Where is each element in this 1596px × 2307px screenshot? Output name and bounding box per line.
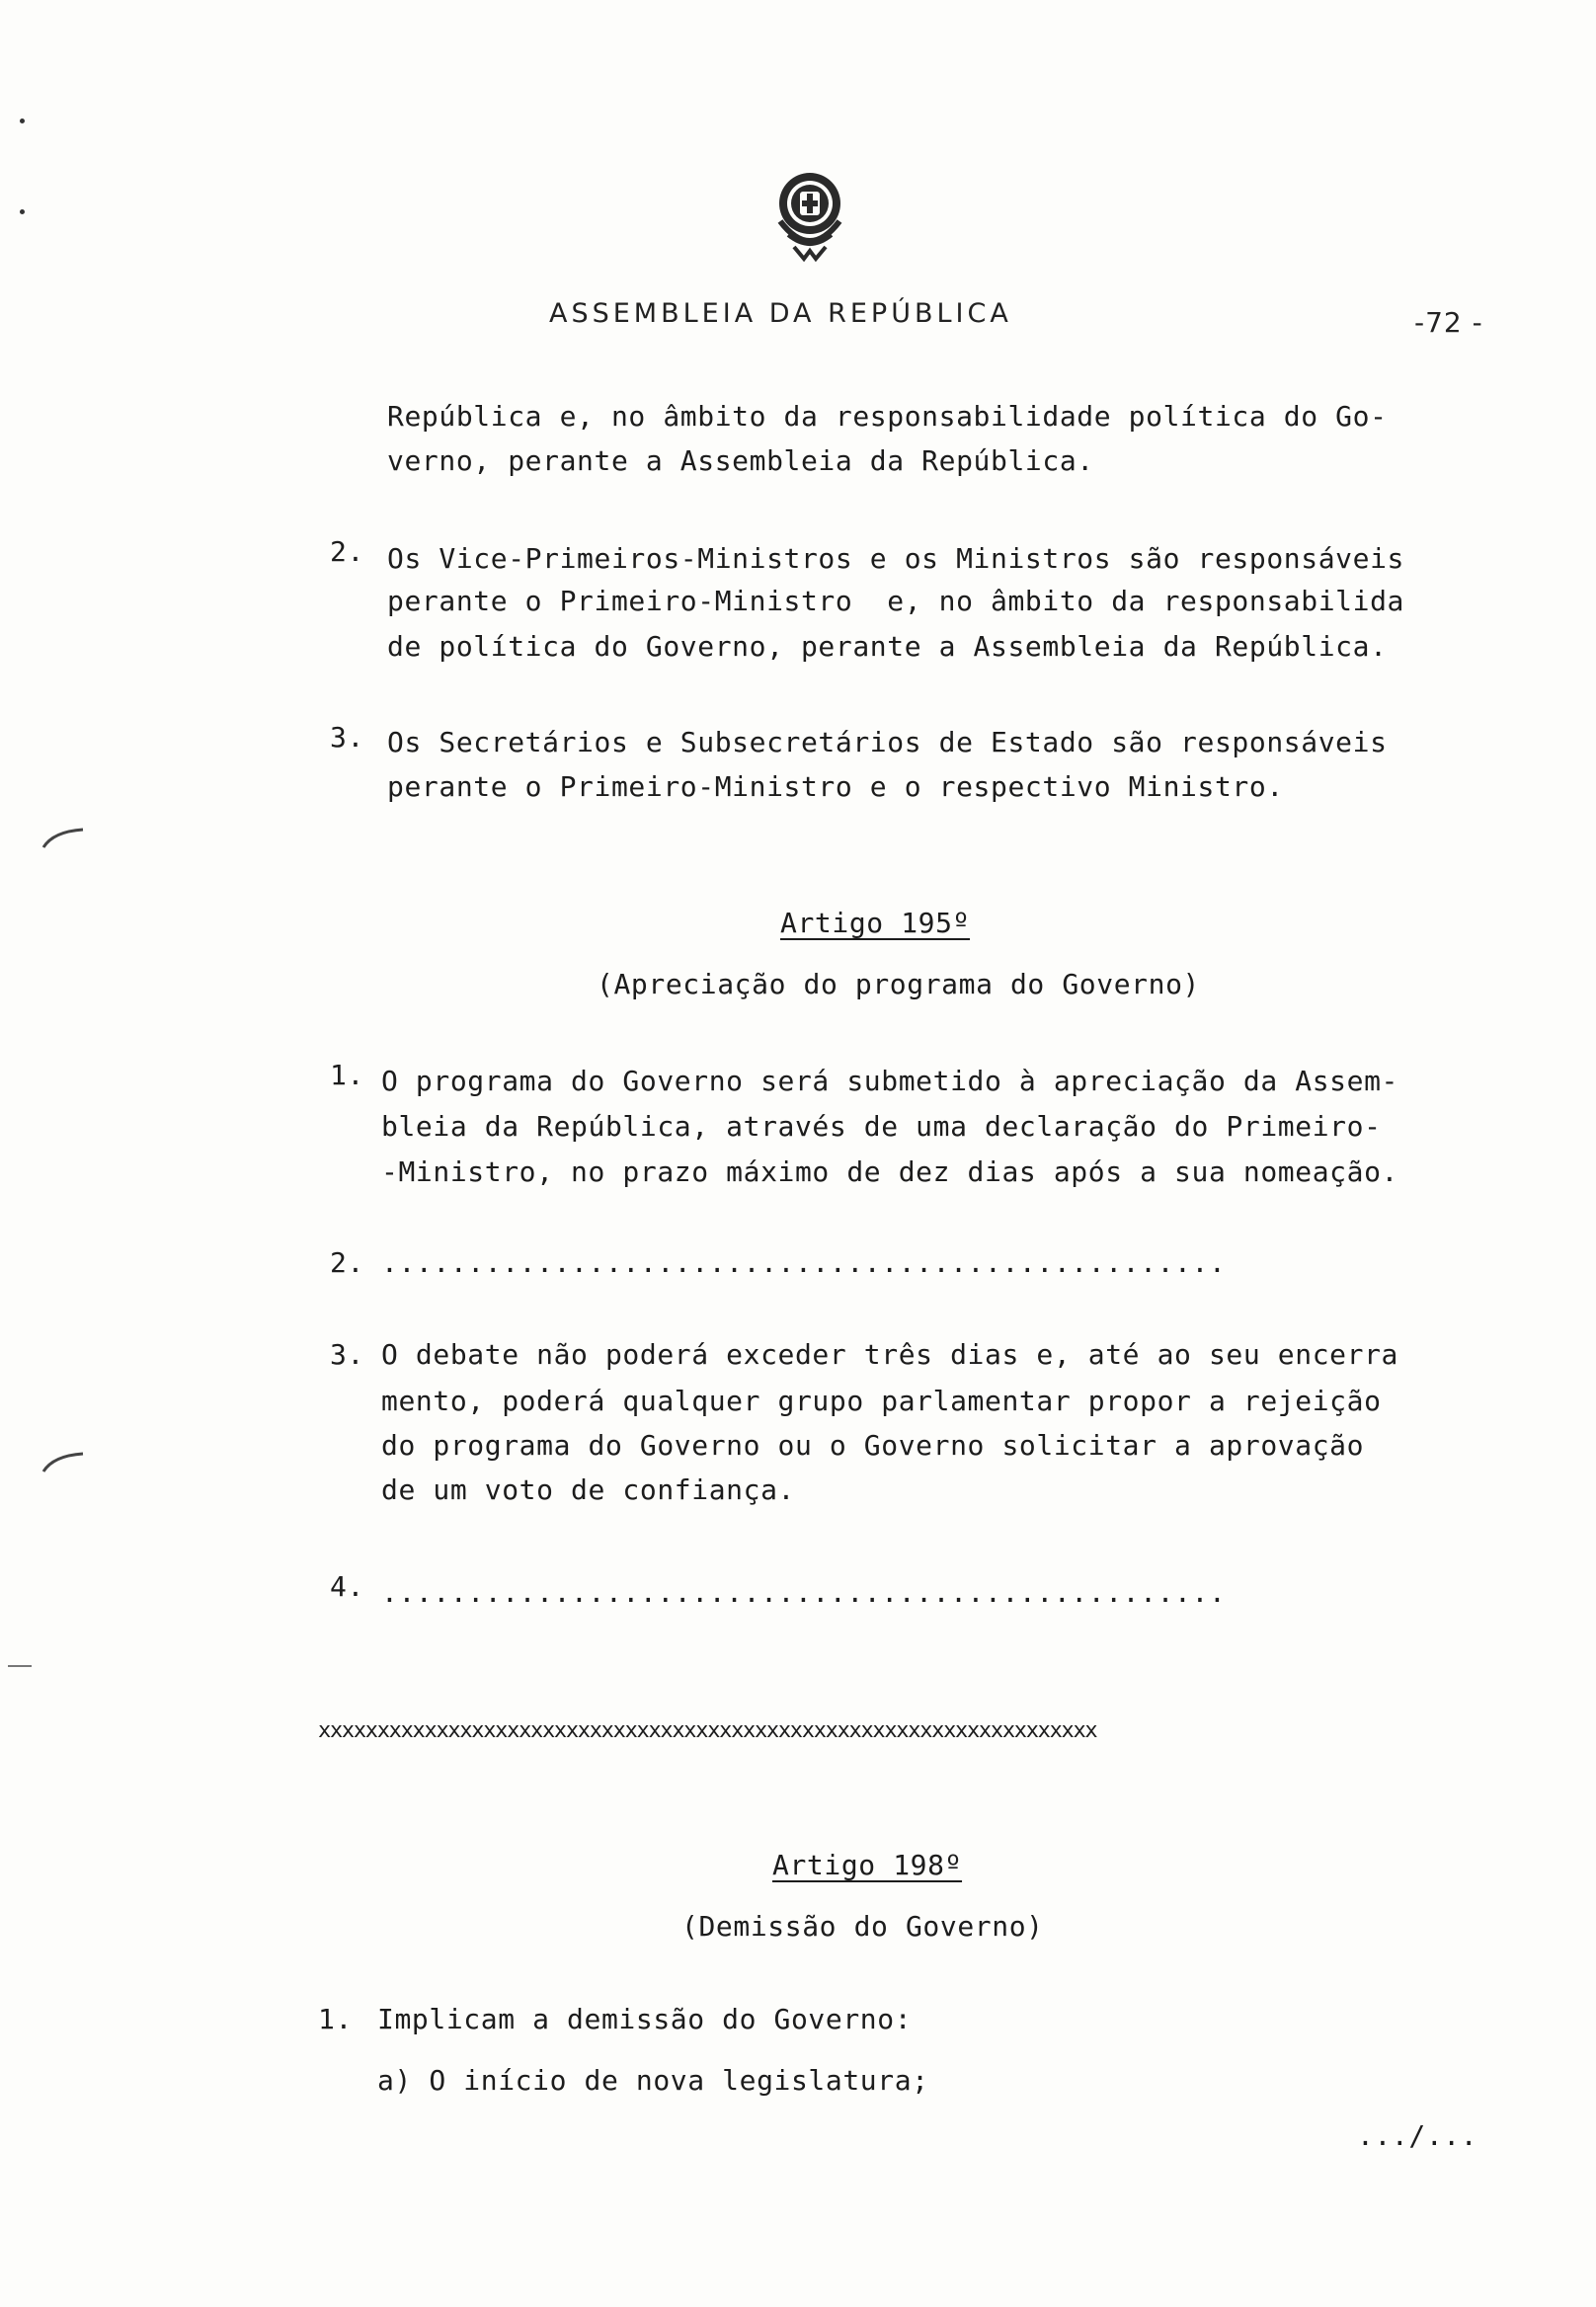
continuation-line-2: verno, perante a Assembleia da República.	[387, 444, 1094, 477]
sub-item-line: a) O início de nova legislatura;	[377, 2064, 929, 2097]
item-number: 3.	[330, 721, 364, 754]
institution-title: ASSEMBLEIA DA REPÚBLICA	[549, 298, 1012, 329]
paragraph-line: do programa do Governo ou o Governo solicitar a aprovação	[381, 1429, 1365, 1462]
scan-speck	[20, 209, 25, 214]
item-number: 2.	[330, 535, 364, 568]
paragraph-line: Implicam a demissão do Governo:	[377, 2003, 913, 2035]
paragraph-line: perante o Primeiro-Ministro e o respectivo Ministro.	[387, 770, 1284, 803]
continuation-mark: .../...	[1357, 2119, 1478, 2152]
paragraph-line: bleia da República, através de uma declaração do Primeiro-	[381, 1110, 1382, 1143]
item-number: 2.	[330, 1246, 364, 1279]
paragraph-line: -Ministro, no prazo máximo de dez dias após a sua nomeação.	[381, 1155, 1398, 1188]
paragraph-line: O debate não poderá exceder três dias e, até ao seu encerra	[381, 1338, 1398, 1371]
item-number: 4.	[330, 1570, 364, 1603]
paragraph-line: de política do Governo, perante a Assembleia da República.	[387, 630, 1388, 663]
article-title: Artigo 198º	[772, 1849, 963, 1881]
page-number: -72 -	[1414, 306, 1483, 339]
omitted-paragraph-dots: .................................................	[381, 1246, 1227, 1279]
paragraph-line: Os Vice-Primeiros-Ministros e os Ministros são responsáveis	[387, 542, 1404, 575]
scan-edge-mark	[8, 1665, 32, 1667]
continuation-line-1: República e, no âmbito da responsabilidade política do Go-	[387, 400, 1388, 433]
punch-hole-mark	[40, 826, 89, 851]
punch-hole-mark	[40, 1450, 89, 1475]
paragraph-line: mento, poderá qualquer grupo parlamentar propor a rejeição	[381, 1385, 1382, 1417]
article-subtitle: (Apreciação do programa do Governo)	[597, 968, 1201, 1000]
omitted-paragraph-dots: .................................................	[381, 1576, 1227, 1609]
paragraph-line: perante o Primeiro-Ministro e, no âmbito da responsabilida	[387, 585, 1404, 617]
paragraph-line: Os Secretários e Subsecretários de Estado são responsáveis	[387, 726, 1388, 758]
paragraph-line: de um voto de confiança.	[381, 1473, 795, 1506]
article-subtitle: (Demissão do Governo)	[681, 1910, 1044, 1943]
article-title: Artigo 195º	[780, 907, 971, 939]
item-number: 1.	[318, 2003, 353, 2035]
coat-of-arms-emblem	[774, 170, 845, 273]
scan-speck	[20, 119, 25, 123]
item-number: 1.	[330, 1059, 364, 1091]
paragraph-line: O programa do Governo será submetido à apreciação da Assem-	[381, 1065, 1398, 1097]
item-number: 3.	[330, 1338, 364, 1371]
section-separator: xxxxxxxxxxxxxxxxxxxxxxxxxxxxxxxxxxxxxxxxxxxxxxxxxxxxxxxxxxxxxxxxxx	[318, 1718, 1097, 1743]
